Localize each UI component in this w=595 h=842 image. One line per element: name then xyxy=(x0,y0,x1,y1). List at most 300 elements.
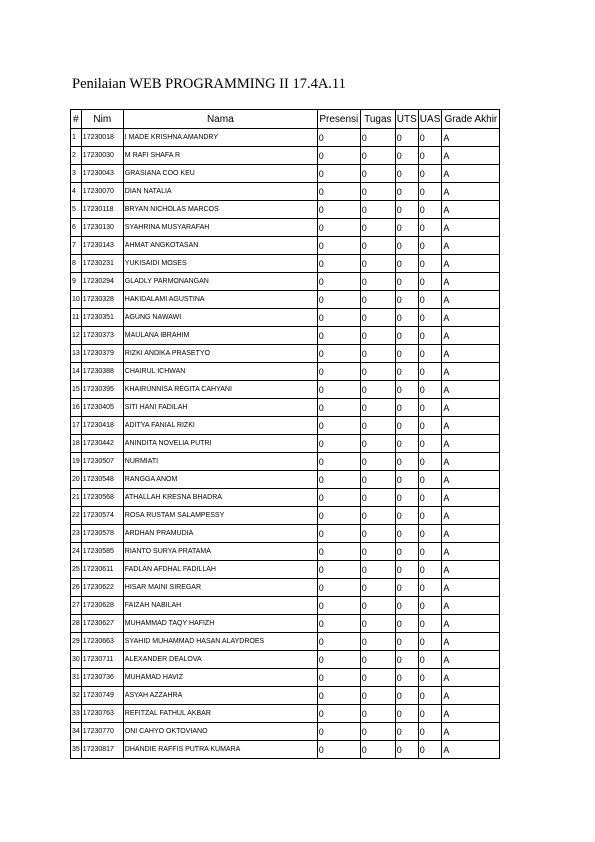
row-number: 11 xyxy=(71,309,82,327)
grades-table xyxy=(70,109,500,759)
row-number: 6 xyxy=(71,219,82,237)
nim-cell: 17230379 xyxy=(81,345,123,363)
nim-cell: 17230628 xyxy=(81,597,123,615)
nama-cell: AGUNG NAWAWI xyxy=(123,309,317,327)
nama-cell: HAKIDALAMI AGUSTINA xyxy=(123,291,317,309)
row-number: 3 xyxy=(71,165,82,183)
uts-cell: 0 xyxy=(395,435,418,453)
uts-cell: 0 xyxy=(395,381,418,399)
tugas-cell: 0 xyxy=(360,705,395,723)
grade-cell: A xyxy=(442,147,500,165)
presensi-cell: 0 xyxy=(317,219,360,237)
grade-cell: A xyxy=(442,291,500,309)
nim-cell: 17230442 xyxy=(81,435,123,453)
nama-cell: ROSA RUSTAM SALAMPESSY xyxy=(123,507,317,525)
nim-cell: 17230418 xyxy=(81,417,123,435)
table-row xyxy=(71,615,500,633)
tugas-cell: 0 xyxy=(360,651,395,669)
uts-cell: 0 xyxy=(395,669,418,687)
presensi-cell: 0 xyxy=(317,381,360,399)
presensi-cell: 0 xyxy=(317,561,360,579)
tugas-cell: 0 xyxy=(360,687,395,705)
tugas-cell: 0 xyxy=(360,309,395,327)
uts-cell: 0 xyxy=(395,741,418,759)
uts-cell: 0 xyxy=(395,633,418,651)
nama-cell: GLADLY PARMONANGAN xyxy=(123,273,317,291)
grade-cell: A xyxy=(442,273,500,291)
grade-cell: A xyxy=(442,471,500,489)
presensi-cell: 0 xyxy=(317,327,360,345)
nama-cell: DHANDIE RAFFIS PUTRA KUMARA xyxy=(123,741,317,759)
nama-cell: DIAN NATALIA xyxy=(123,183,317,201)
nim-cell: 17230118 xyxy=(81,201,123,219)
nim-cell: 17230143 xyxy=(81,237,123,255)
uas-cell: 0 xyxy=(418,201,442,219)
uas-cell: 0 xyxy=(418,291,442,309)
tugas-cell: 0 xyxy=(360,723,395,741)
row-number: 1 xyxy=(71,129,82,147)
tugas-cell: 0 xyxy=(360,543,395,561)
grade-cell: A xyxy=(442,579,500,597)
row-number: 28 xyxy=(71,615,82,633)
grade-cell: A xyxy=(442,525,500,543)
tugas-cell: 0 xyxy=(360,291,395,309)
table-row xyxy=(71,147,500,165)
row-number: 15 xyxy=(71,381,82,399)
tugas-cell: 0 xyxy=(360,633,395,651)
nama-cell: ANINDITA NOVELIA PUTRI xyxy=(123,435,317,453)
uts-cell: 0 xyxy=(395,651,418,669)
table-row xyxy=(71,453,500,471)
table-row xyxy=(71,129,500,147)
tugas-cell: 0 xyxy=(360,615,395,633)
table-row xyxy=(71,435,500,453)
presensi-cell: 0 xyxy=(317,489,360,507)
uts-cell: 0 xyxy=(395,561,418,579)
nim-cell: 17230130 xyxy=(81,219,123,237)
presensi-cell: 0 xyxy=(317,471,360,489)
presensi-cell: 0 xyxy=(317,183,360,201)
uas-cell: 0 xyxy=(418,417,442,435)
nama-cell: FAIZAH NABILAH xyxy=(123,597,317,615)
tugas-cell: 0 xyxy=(360,219,395,237)
row-number: 7 xyxy=(71,237,82,255)
nama-cell: FADLAN AFDHAL FADILLAH xyxy=(123,561,317,579)
uts-cell: 0 xyxy=(395,543,418,561)
nim-cell: 17230763 xyxy=(81,705,123,723)
row-number: 21 xyxy=(71,489,82,507)
nama-cell: ALEXANDER DEALOVA xyxy=(123,651,317,669)
tugas-cell: 0 xyxy=(360,435,395,453)
column-header-grade-akhir: Grade Akhir xyxy=(442,110,500,129)
presensi-cell: 0 xyxy=(317,273,360,291)
uas-cell: 0 xyxy=(418,255,442,273)
uas-cell: 0 xyxy=(418,219,442,237)
uas-cell: 0 xyxy=(418,741,442,759)
table-row xyxy=(71,201,500,219)
grade-cell: A xyxy=(442,597,500,615)
row-number: 8 xyxy=(71,255,82,273)
row-number: 27 xyxy=(71,597,82,615)
row-number: 29 xyxy=(71,633,82,651)
row-number: 14 xyxy=(71,363,82,381)
grade-cell: A xyxy=(442,237,500,255)
uts-cell: 0 xyxy=(395,201,418,219)
table-header-row xyxy=(71,110,500,129)
uas-cell: 0 xyxy=(418,273,442,291)
row-number: 25 xyxy=(71,561,82,579)
presensi-cell: 0 xyxy=(317,723,360,741)
uas-cell: 0 xyxy=(418,579,442,597)
grade-cell: A xyxy=(442,615,500,633)
table-row xyxy=(71,327,500,345)
nim-cell: 17230817 xyxy=(81,741,123,759)
column-header-uas: UAS xyxy=(418,110,442,129)
uts-cell: 0 xyxy=(395,525,418,543)
uas-cell: 0 xyxy=(418,165,442,183)
uts-cell: 0 xyxy=(395,363,418,381)
presensi-cell: 0 xyxy=(317,363,360,381)
row-number: 13 xyxy=(71,345,82,363)
table-row xyxy=(71,507,500,525)
table-row xyxy=(71,705,500,723)
uas-cell: 0 xyxy=(418,309,442,327)
row-number: 2 xyxy=(71,147,82,165)
row-number: 5 xyxy=(71,201,82,219)
row-number: 17 xyxy=(71,417,82,435)
uas-cell: 0 xyxy=(418,669,442,687)
uas-cell: 0 xyxy=(418,705,442,723)
uas-cell: 0 xyxy=(418,687,442,705)
grade-cell: A xyxy=(442,633,500,651)
tugas-cell: 0 xyxy=(360,669,395,687)
nama-cell: SITI HANI FADILAH xyxy=(123,399,317,417)
nim-cell: 17230611 xyxy=(81,561,123,579)
uas-cell: 0 xyxy=(418,651,442,669)
row-number: 34 xyxy=(71,723,82,741)
nama-cell: MUHAMAD HAVIZ xyxy=(123,669,317,687)
row-number: 10 xyxy=(71,291,82,309)
uts-cell: 0 xyxy=(395,309,418,327)
uas-cell: 0 xyxy=(418,507,442,525)
uts-cell: 0 xyxy=(395,489,418,507)
column-header-presensi: Presensi xyxy=(317,110,360,129)
row-number: 31 xyxy=(71,669,82,687)
nama-cell: REFITZAL FATHUL AKBAR xyxy=(123,705,317,723)
row-number: 4 xyxy=(71,183,82,201)
table-row xyxy=(71,255,500,273)
nim-cell: 17230294 xyxy=(81,273,123,291)
nama-cell: M RAFI SHAFA R xyxy=(123,147,317,165)
row-number: 24 xyxy=(71,543,82,561)
uts-cell: 0 xyxy=(395,291,418,309)
uas-cell: 0 xyxy=(418,183,442,201)
row-number: 33 xyxy=(71,705,82,723)
nama-cell: YUKISAIDI MOSES xyxy=(123,255,317,273)
uas-cell: 0 xyxy=(418,633,442,651)
table-row xyxy=(71,597,500,615)
row-number: 9 xyxy=(71,273,82,291)
grade-cell: A xyxy=(442,741,500,759)
uts-cell: 0 xyxy=(395,147,418,165)
nim-cell: 17230231 xyxy=(81,255,123,273)
uts-cell: 0 xyxy=(395,129,418,147)
tugas-cell: 0 xyxy=(360,741,395,759)
table-row xyxy=(71,417,500,435)
table-row xyxy=(71,165,500,183)
nim-cell: 17230030 xyxy=(81,147,123,165)
tugas-cell: 0 xyxy=(360,237,395,255)
uas-cell: 0 xyxy=(418,723,442,741)
uas-cell: 0 xyxy=(418,381,442,399)
uas-cell: 0 xyxy=(418,489,442,507)
nim-cell: 17230395 xyxy=(81,381,123,399)
presensi-cell: 0 xyxy=(317,147,360,165)
table-row xyxy=(71,741,500,759)
uas-cell: 0 xyxy=(418,129,442,147)
nim-cell: 17230585 xyxy=(81,543,123,561)
nim-cell: 17230351 xyxy=(81,309,123,327)
table-row xyxy=(71,651,500,669)
row-number: 30 xyxy=(71,651,82,669)
table-row xyxy=(71,525,500,543)
grade-cell: A xyxy=(442,183,500,201)
tugas-cell: 0 xyxy=(360,345,395,363)
column-header-uts: UTS xyxy=(395,110,418,129)
column-header-number: # xyxy=(71,110,82,129)
tugas-cell: 0 xyxy=(360,183,395,201)
nim-cell: 17230627 xyxy=(81,615,123,633)
column-header-nama: Nama xyxy=(123,110,317,129)
grade-cell: A xyxy=(442,399,500,417)
uts-cell: 0 xyxy=(395,705,418,723)
uts-cell: 0 xyxy=(395,687,418,705)
nama-cell: ATHALLAH KRESNA BHADRA xyxy=(123,489,317,507)
table-row xyxy=(71,345,500,363)
presensi-cell: 0 xyxy=(317,291,360,309)
grade-cell: A xyxy=(442,705,500,723)
nim-cell: 17230578 xyxy=(81,525,123,543)
presensi-cell: 0 xyxy=(317,435,360,453)
presensi-cell: 0 xyxy=(317,345,360,363)
presensi-cell: 0 xyxy=(317,633,360,651)
grade-cell: A xyxy=(442,327,500,345)
presensi-cell: 0 xyxy=(317,165,360,183)
row-number: 19 xyxy=(71,453,82,471)
nama-cell: SYAHID MUHAMMAD HASAN ALAYDROES xyxy=(123,633,317,651)
uts-cell: 0 xyxy=(395,579,418,597)
grade-cell: A xyxy=(442,489,500,507)
grade-cell: A xyxy=(442,129,500,147)
uts-cell: 0 xyxy=(395,723,418,741)
nim-cell: 17230388 xyxy=(81,363,123,381)
uas-cell: 0 xyxy=(418,399,442,417)
uts-cell: 0 xyxy=(395,219,418,237)
tugas-cell: 0 xyxy=(360,201,395,219)
nim-cell: 17230018 xyxy=(81,129,123,147)
grade-cell: A xyxy=(442,687,500,705)
presensi-cell: 0 xyxy=(317,417,360,435)
nama-cell: SYAHRINA MUSYARAFAH xyxy=(123,219,317,237)
uts-cell: 0 xyxy=(395,507,418,525)
nim-cell: 17230663 xyxy=(81,633,123,651)
uts-cell: 0 xyxy=(395,597,418,615)
uts-cell: 0 xyxy=(395,255,418,273)
uas-cell: 0 xyxy=(418,471,442,489)
table-row xyxy=(71,381,500,399)
uts-cell: 0 xyxy=(395,237,418,255)
nim-cell: 17230507 xyxy=(81,453,123,471)
presensi-cell: 0 xyxy=(317,705,360,723)
nama-cell: RANGGA ANOM xyxy=(123,471,317,489)
table-row xyxy=(71,219,500,237)
tugas-cell: 0 xyxy=(360,453,395,471)
grade-cell: A xyxy=(442,309,500,327)
tugas-cell: 0 xyxy=(360,561,395,579)
uas-cell: 0 xyxy=(418,525,442,543)
row-number: 23 xyxy=(71,525,82,543)
nama-cell: HISAR MAINI SIREGAR xyxy=(123,579,317,597)
presensi-cell: 0 xyxy=(317,507,360,525)
uts-cell: 0 xyxy=(395,345,418,363)
grade-cell: A xyxy=(442,651,500,669)
grade-cell: A xyxy=(442,165,500,183)
tugas-cell: 0 xyxy=(360,597,395,615)
uas-cell: 0 xyxy=(418,147,442,165)
nama-cell: ADITYA FANIAL RIZKI xyxy=(123,417,317,435)
row-number: 16 xyxy=(71,399,82,417)
nim-cell: 17230574 xyxy=(81,507,123,525)
row-number: 26 xyxy=(71,579,82,597)
nama-cell: CHAIRUL ICHWAN xyxy=(123,363,317,381)
tugas-cell: 0 xyxy=(360,489,395,507)
table-row xyxy=(71,471,500,489)
grade-cell: A xyxy=(442,723,500,741)
nim-cell: 17230749 xyxy=(81,687,123,705)
grade-cell: A xyxy=(442,201,500,219)
row-number: 22 xyxy=(71,507,82,525)
grade-cell: A xyxy=(442,669,500,687)
nim-cell: 17230405 xyxy=(81,399,123,417)
nim-cell: 17230328 xyxy=(81,291,123,309)
uts-cell: 0 xyxy=(395,165,418,183)
presensi-cell: 0 xyxy=(317,615,360,633)
table-row xyxy=(71,291,500,309)
column-header-nim: Nim xyxy=(81,110,123,129)
tugas-cell: 0 xyxy=(360,525,395,543)
table-row xyxy=(71,687,500,705)
tugas-cell: 0 xyxy=(360,399,395,417)
tugas-cell: 0 xyxy=(360,165,395,183)
nim-cell: 17230070 xyxy=(81,183,123,201)
table-row xyxy=(71,237,500,255)
uts-cell: 0 xyxy=(395,471,418,489)
nama-cell: KHAIRUNNISA REGITA CAHYANI xyxy=(123,381,317,399)
uas-cell: 0 xyxy=(418,543,442,561)
presensi-cell: 0 xyxy=(317,129,360,147)
uas-cell: 0 xyxy=(418,327,442,345)
uas-cell: 0 xyxy=(418,237,442,255)
table-row xyxy=(71,579,500,597)
nama-cell: BRYAN NICHOLAS MARCOS xyxy=(123,201,317,219)
nim-cell: 17230373 xyxy=(81,327,123,345)
presensi-cell: 0 xyxy=(317,597,360,615)
nama-cell: GRASIANA COO KEU xyxy=(123,165,317,183)
presensi-cell: 0 xyxy=(317,579,360,597)
nim-cell: 17230736 xyxy=(81,669,123,687)
tugas-cell: 0 xyxy=(360,327,395,345)
uas-cell: 0 xyxy=(418,435,442,453)
table-row xyxy=(71,543,500,561)
grade-cell: A xyxy=(442,543,500,561)
uas-cell: 0 xyxy=(418,615,442,633)
tugas-cell: 0 xyxy=(360,147,395,165)
presensi-cell: 0 xyxy=(317,687,360,705)
table-body xyxy=(71,129,500,759)
presensi-cell: 0 xyxy=(317,525,360,543)
nama-cell: MAULANA IBRAHIM xyxy=(123,327,317,345)
uas-cell: 0 xyxy=(418,363,442,381)
nim-cell: 17230548 xyxy=(81,471,123,489)
presensi-cell: 0 xyxy=(317,543,360,561)
tugas-cell: 0 xyxy=(360,417,395,435)
row-number: 20 xyxy=(71,471,82,489)
grade-cell: A xyxy=(442,381,500,399)
grade-cell: A xyxy=(442,219,500,237)
row-number: 18 xyxy=(71,435,82,453)
page-title: Penilaian WEB PROGRAMMING II 17.4A.11 xyxy=(72,76,346,92)
nim-cell: 17230622 xyxy=(81,579,123,597)
tugas-cell: 0 xyxy=(360,363,395,381)
nama-cell: ASYAH AZZAHRA xyxy=(123,687,317,705)
grade-cell: A xyxy=(442,453,500,471)
grade-cell: A xyxy=(442,417,500,435)
tugas-cell: 0 xyxy=(360,579,395,597)
nama-cell: RIANTO SURYA PRATAMA xyxy=(123,543,317,561)
uts-cell: 0 xyxy=(395,273,418,291)
nama-cell: NURMIATI xyxy=(123,453,317,471)
nim-cell: 17230770 xyxy=(81,723,123,741)
nim-cell: 17230568 xyxy=(81,489,123,507)
presensi-cell: 0 xyxy=(317,453,360,471)
uas-cell: 0 xyxy=(418,597,442,615)
nama-cell: MUHAMMAD TAQY HAFIZH xyxy=(123,615,317,633)
presensi-cell: 0 xyxy=(317,651,360,669)
row-number: 32 xyxy=(71,687,82,705)
uts-cell: 0 xyxy=(395,399,418,417)
grade-cell: A xyxy=(442,507,500,525)
tugas-cell: 0 xyxy=(360,507,395,525)
presensi-cell: 0 xyxy=(317,741,360,759)
table-row xyxy=(71,723,500,741)
tugas-cell: 0 xyxy=(360,471,395,489)
column-header-tugas: Tugas xyxy=(360,110,395,129)
tugas-cell: 0 xyxy=(360,255,395,273)
table-row xyxy=(71,363,500,381)
nim-cell: 17230711 xyxy=(81,651,123,669)
presensi-cell: 0 xyxy=(317,255,360,273)
uts-cell: 0 xyxy=(395,417,418,435)
nama-cell: I MADE KRISHNA AMANDRY xyxy=(123,129,317,147)
uas-cell: 0 xyxy=(418,561,442,579)
nama-cell: ONI CAHYO OKTOVIANO xyxy=(123,723,317,741)
uas-cell: 0 xyxy=(418,345,442,363)
uas-cell: 0 xyxy=(418,453,442,471)
grade-cell: A xyxy=(442,255,500,273)
table-row xyxy=(71,489,500,507)
nama-cell: AHMAT ANGKOTASAN xyxy=(123,237,317,255)
table-row xyxy=(71,309,500,327)
